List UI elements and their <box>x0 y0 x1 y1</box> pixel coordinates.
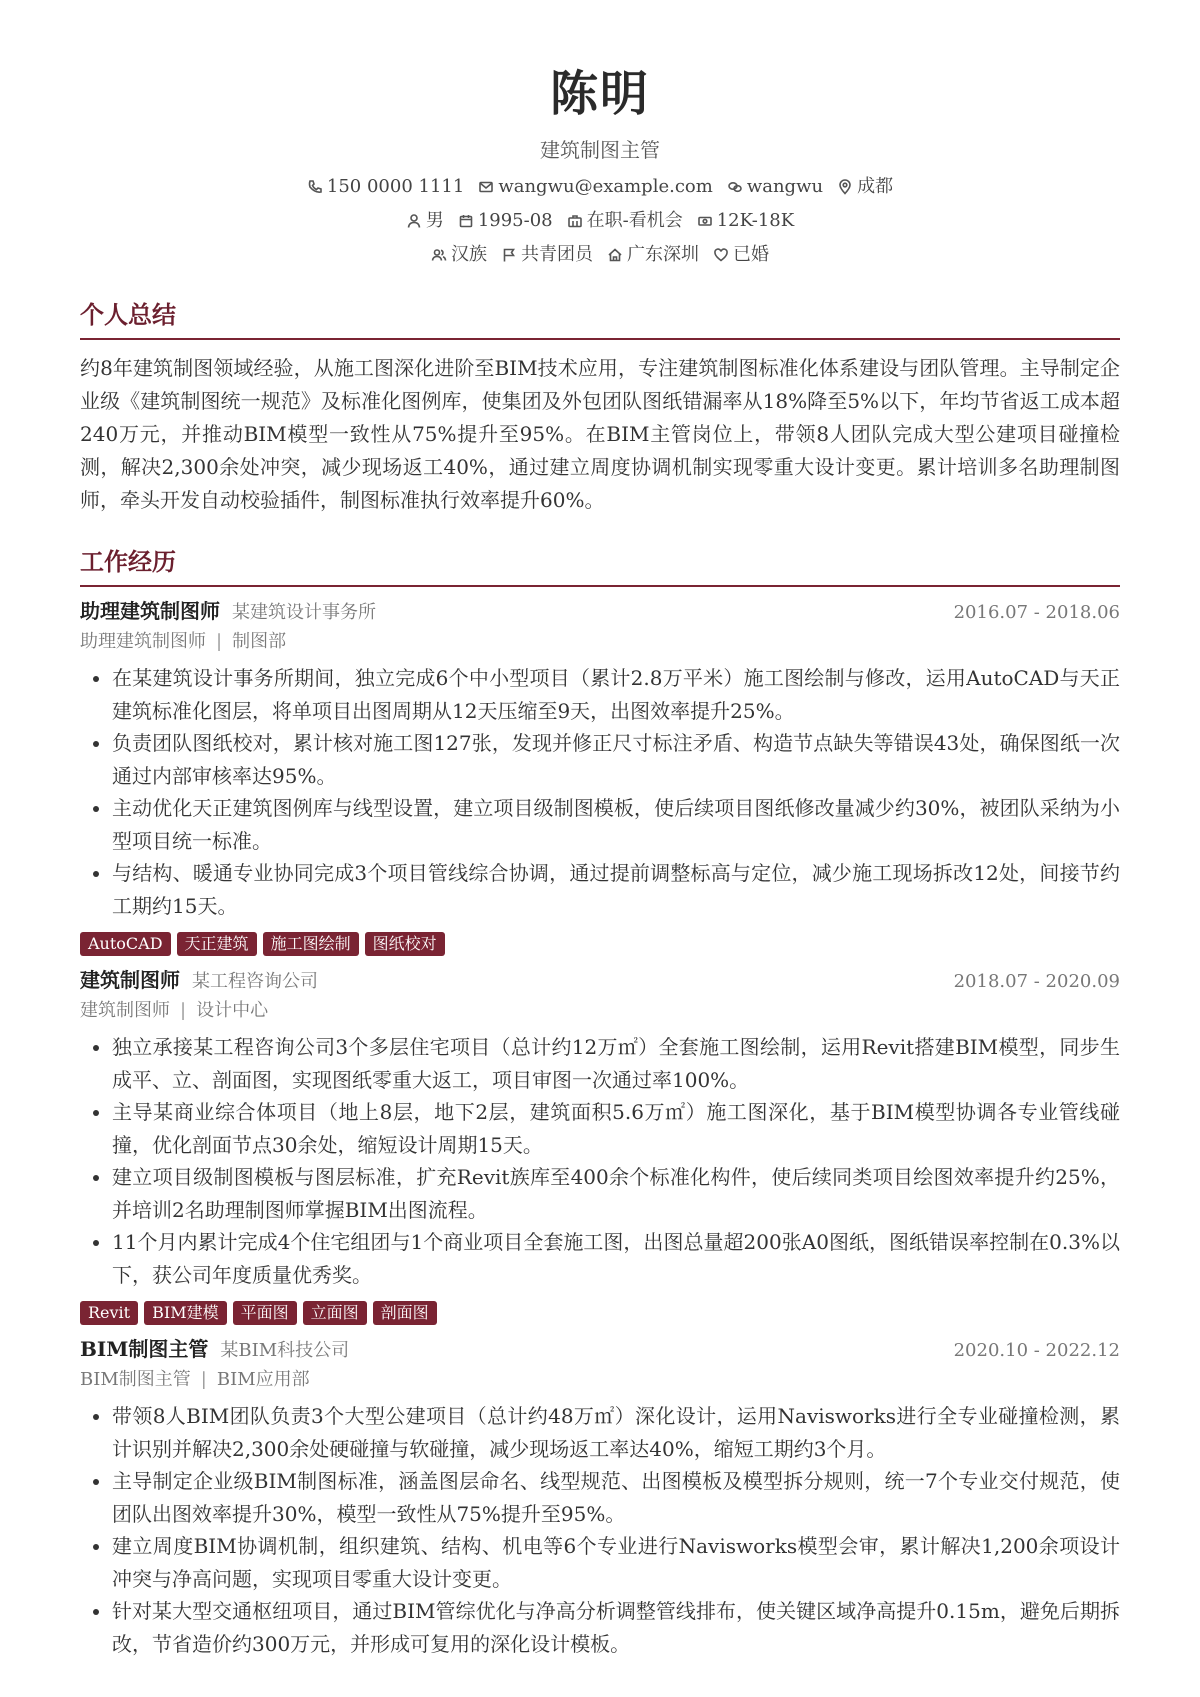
candidate-title: 建筑制图主管 <box>540 138 660 162</box>
gender-text: 男 <box>425 210 444 231</box>
job-dept: 设计中心 <box>196 1000 269 1021</box>
job-bullet: • 带领8人BIM团队负责3个大型公建项目（总计约48万㎡）深化设计，运用Navisworks进行全专业碰撞检测，累计识别并解决2,300余处硬碰撞与软碰撞，减少现场返工率达40%，缩短工期约3个月。 <box>112 1400 1120 1465</box>
job-title: 建筑制图师 <box>80 968 180 992</box>
job-role: 建筑制图师 <box>80 1000 170 1021</box>
skill-tag: 施工图绘制 <box>263 932 359 956</box>
summary-section <box>80 298 1120 517</box>
summary-text: 约8年建筑制图领域经验，从施工图深化进阶至BIM技术应用，专注建筑制图标准化体系建设与团队管理。主导制定企业级《建筑制图统一规范》及标准化图例库，使集团及外包团队图纸错漏率从18%降至5%以下，年均节省返工成本超240万元，并推动BIM模型一致性从75%提升至95%。在BIM主管岗位上，带领8人团队完成大型公建项目碰撞检测，解决2,300余处冲突，减少现场返工40%，通过建立周度协调机制实现零重大设计变更。累计培训多名助理制图师，牵头开发自动校验插件，制图标准执行效率提升60%。 <box>80 356 1120 512</box>
wechat-text: wangwu <box>746 176 824 197</box>
briefcase-icon <box>567 213 583 229</box>
job-date: 2020.10 - 2022.12 <box>953 1340 1120 1361</box>
job-bullets <box>80 1400 1120 1660</box>
calendar-icon <box>458 213 474 229</box>
job-bullet: • 建立项目级制图模板与图层标准，扩充Revit族库至400余个标准化构件，使后续同类项目绘图效率提升约25%，并培训2名助理制图师掌握BIM出图流程。 <box>112 1161 1120 1226</box>
job-entry <box>80 1333 1120 1660</box>
job-role-line: 助理建筑制图师 | 制图部 <box>80 631 287 652</box>
job-bullet: • 主导制定企业级BIM制图标准，涵盖图层命名、线型规范、出图模板及模型拆分规则，统一7个专业交付规范，使团队出图效率提升30%，模型一致性从75%提升至95%。 <box>112 1465 1120 1530</box>
phone-icon <box>307 179 323 195</box>
location-icon <box>837 179 853 195</box>
email-text: wangwu@example.com <box>498 176 713 197</box>
contact-row <box>0 174 1200 200</box>
skill-tag: BIM建模 <box>144 1301 226 1325</box>
contact-email[interactable] <box>478 174 713 200</box>
job-header <box>80 595 1120 624</box>
job-company: 某工程咨询公司 <box>192 971 318 992</box>
job-bullet: • 负责团队图纸校对，累计核对施工图127张，发现并修正尺寸标注矛盾、构造节点缺失等错误43处，确保图纸一次通过内部审核率达95%。 <box>112 727 1120 792</box>
marital-status-text: 已婚 <box>733 244 769 265</box>
job-status <box>567 208 683 234</box>
job-bullets <box>80 662 1120 922</box>
birth-date-text: 1995-08 <box>477 210 553 231</box>
job-date: 2016.07 - 2018.06 <box>953 602 1120 623</box>
contact-wechat <box>727 174 823 200</box>
job-role: BIM制图主管 <box>80 1369 191 1390</box>
ethnicity <box>431 242 487 268</box>
gender <box>406 208 444 234</box>
job-role: 助理建筑制图师 <box>80 631 206 652</box>
flag-icon <box>501 247 517 263</box>
job-role-line: BIM制图主管 | BIM应用部 <box>80 1369 310 1390</box>
skill-tag: 剖面图 <box>373 1301 437 1325</box>
contact-location <box>837 174 893 200</box>
job-status-text: 在职-看机会 <box>586 210 683 231</box>
phone-text: 150 0000 1111 <box>326 176 465 197</box>
political-status <box>501 242 593 268</box>
location-text: 成都 <box>857 176 894 197</box>
profile-row <box>0 208 1200 234</box>
job-bullet: • 与结构、暖通专业协同完成3个项目管线综合协调，通过提前调整标高与定位，减少施工现场拆改12处，间接节约工期约15天。 <box>112 857 1120 922</box>
job-header <box>80 1333 1120 1362</box>
heart-icon <box>713 247 729 263</box>
job-date: 2018.07 - 2020.09 <box>953 971 1120 992</box>
job-title: BIM制图主管 <box>80 1337 209 1361</box>
job-bullet: • 在某建筑设计事务所期间，独立完成6个中小型项目（累计2.8万平米）施工图绘制与修改，运用AutoCAD与天正建筑标准化图层，将单项目出图周期从12天压缩至9天，出图效率提升25%。 <box>112 662 1120 727</box>
skill-tag: 立面图 <box>303 1301 367 1325</box>
skill-tag: 天正建筑 <box>177 932 257 956</box>
job-bullets <box>80 1031 1120 1291</box>
job-company: 某建筑设计事务所 <box>232 602 376 623</box>
job-bullet: • 主动优化天正建筑图例库与线型设置，建立项目级制图模板，使后续项目图纸修改量减少约30%，被团队采纳为小型项目统一标准。 <box>112 792 1120 857</box>
birth-date <box>458 208 553 234</box>
home-icon <box>607 247 623 263</box>
personal-row <box>0 242 1200 268</box>
job-bullet: • 11个月内累计完成4个住宅组团与1个商业项目全套施工图，出图总量超200张A0图纸，图纸错误率控制在0.3%以下，获公司年度质量优秀奖。 <box>112 1226 1120 1291</box>
money-icon <box>697 213 713 229</box>
job-entry <box>80 964 1120 1325</box>
hometown <box>607 242 699 268</box>
experience-heading: 工作经历 <box>80 545 1120 587</box>
job-bullet: • 建立周度BIM协调机制，组织建筑、结构、机电等6个专业进行Navisworks模型会审，累计解决1,200余项设计冲突与净高问题，实现项目零重大设计变更。 <box>112 1530 1120 1595</box>
people-icon <box>431 247 447 263</box>
job-dept: BIM应用部 <box>216 1369 310 1390</box>
skill-tag: AutoCAD <box>80 932 171 956</box>
job-role-line: 建筑制图师 | 设计中心 <box>80 1000 269 1021</box>
job-header <box>80 964 1120 993</box>
ethnicity-text: 汉族 <box>451 244 487 265</box>
job-entry <box>80 595 1120 956</box>
job-bullet: • 针对某大型交通枢纽项目，通过BIM管综优化与净高分析调整管线排布，使关键区域净高提升0.15m，避免后期拆改，节省造价约300万元，并形成可复用的深化设计模板。 <box>112 1595 1120 1660</box>
skill-tags <box>80 932 1120 956</box>
skill-tag: Revit <box>80 1301 138 1325</box>
wechat-icon <box>727 179 743 195</box>
hometown-text: 广东深圳 <box>627 244 699 265</box>
marital-status <box>713 242 769 268</box>
political-status-text: 共青团员 <box>521 244 593 265</box>
experience-section <box>80 545 1120 1660</box>
resume-header <box>0 0 1200 268</box>
summary-heading: 个人总结 <box>80 298 1120 340</box>
skill-tags <box>80 1301 1120 1325</box>
job-title: 助理建筑制图师 <box>80 599 220 623</box>
job-dept: 制图部 <box>232 631 287 652</box>
salary-text: 12K-18K <box>716 210 795 231</box>
job-bullet: • 主导某商业综合体项目（地上8层，地下2层，建筑面积5.6万㎡）施工图深化，基于BIM模型协调各专业管线碰撞，优化剖面节点30余处，缩短设计周期15天。 <box>112 1096 1120 1161</box>
skill-tag: 平面图 <box>233 1301 297 1325</box>
user-icon <box>406 213 422 229</box>
candidate-name: 陈明 <box>549 66 650 122</box>
mail-icon <box>478 179 494 195</box>
salary <box>697 208 794 234</box>
contact-phone <box>307 174 464 200</box>
job-company: 某BIM科技公司 <box>220 1340 350 1361</box>
job-bullet: • 独立承接某工程咨询公司3个多层住宅项目（总计约12万㎡）全套施工图绘制，运用Revit搭建BIM模型，同步生成平、立、剖面图，实现图纸零重大返工，项目审图一次通过率100%。 <box>112 1031 1120 1096</box>
skill-tag: 图纸校对 <box>365 932 445 956</box>
